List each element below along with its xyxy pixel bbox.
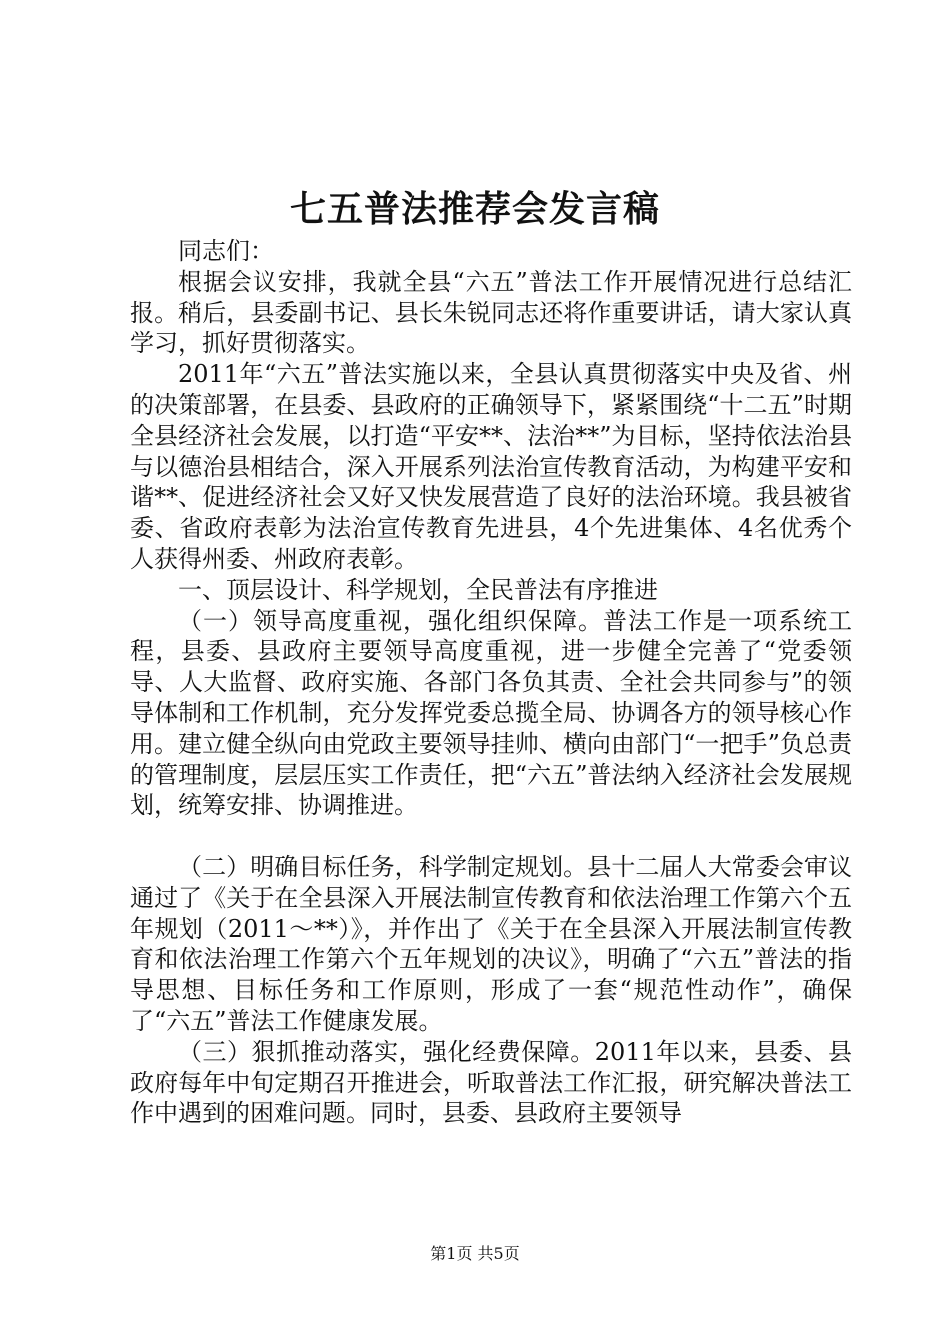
paragraph-subsection-1: （一）领导高度重视，强化组织保障。普法工作是一项系统工程，县委、县政府主要领导高度重视，进一步健全完善了“党委领导、人大监督、政府实施、各部门各负其责、全社会共同参与”的领导体制和工作机制，充分发挥党委总揽全局、协调各方的领导核心作用。建立健全纵向由党政主要领导挂帅、横向由部门“一把手”负总责的管理制度，层层压实工作责任，把“六五”普法纳入经济社会发展规划，统筹安排、协调推进。 bbox=[130, 606, 852, 820]
section-heading-1: 一、顶层设计、科学规划，全民普法有序推进 bbox=[178, 575, 658, 604]
paragraph-subsection-3: （三）狠抓推动落实，强化经费保障。2011年以来，县委、县政府每年中旬定期召开推进会，听取普法工作汇报，研究解决普法工作中遇到的困难问题。同时，县委、县政府主要领导 bbox=[130, 1037, 852, 1128]
paragraph-intro: 根据会议安排，我就全县“六五”普法工作开展情况进行总结汇报。稍后，县委副书记、县长朱锐同志还将作重要讲话，请大家认真学习，抓好贯彻落实。 bbox=[130, 267, 852, 358]
salutation: 同志们： bbox=[178, 237, 274, 265]
paragraph-overview: 2011年“六五”普法实施以来，全县认真贯彻落实中央及省、州的决策部署，在县委、县政府的正确领导下，紧紧围绕“十二五”时期全县经济社会发展，以打造“平安**、法治**”为目标，坚持依法治县与以德治县相结合，深入开展系列法治宣传教育活动，为构建平安和谐**、促进经济社会又好又快发展营造了良好的法治环境。我县被省委、省政府表彰为法治宣传教育先进县，4个先进集体、4名优秀个人获得州委、州政府表彰。 bbox=[130, 360, 852, 573]
page-number-footer: 第1页 共5页 bbox=[430, 1244, 520, 1263]
document-title: 七五普法推荐会发言稿 bbox=[289, 188, 660, 230]
paragraph-subsection-2: （二）明确目标任务，科学制定规划。县十二届人大常委会审议通过了《关于在全县深入开展法制宣传教育和依法治理工作第六个五年规划（2011～**）》，并作出了《关于在全县深入开展法制宣传教育和依法治理工作第六个五年规划的决议》，明确了“六五”普法的指导思想、目标任务和工作原则，形成了一套“规范性动作”，确保了“六五”普法工作健康发展。 bbox=[130, 852, 852, 1035]
document-body bbox=[130, 236, 852, 1129]
